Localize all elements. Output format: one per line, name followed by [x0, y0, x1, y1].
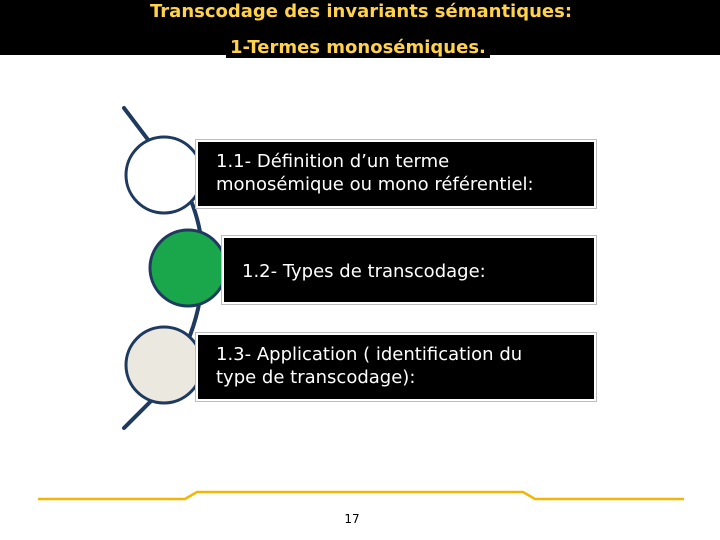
step-3-label-line2: type de transcodage):	[216, 367, 416, 388]
footer-divider	[38, 492, 684, 499]
step-circle-2	[150, 230, 226, 306]
step-2-label: 1.2- Types de transcodage:	[242, 261, 486, 282]
step-box-1	[196, 140, 596, 208]
slide-title: Transcodage des invariants sémantiques:	[150, 1, 573, 22]
step-box-2	[222, 236, 596, 304]
step-1-label-line1: 1.1- Définition d’un terme	[216, 151, 450, 172]
step-box-3	[196, 333, 596, 401]
page-number: 17	[344, 512, 360, 526]
step-3-label-line1: 1.3- Application ( identification du	[216, 344, 523, 365]
step-circle-3	[126, 327, 202, 403]
step-circle-1	[126, 137, 202, 213]
step-1-label-line2: monosémique ou mono référentiel:	[216, 174, 534, 195]
slide-subtitle: 1-Termes monosémiques.	[226, 37, 490, 58]
